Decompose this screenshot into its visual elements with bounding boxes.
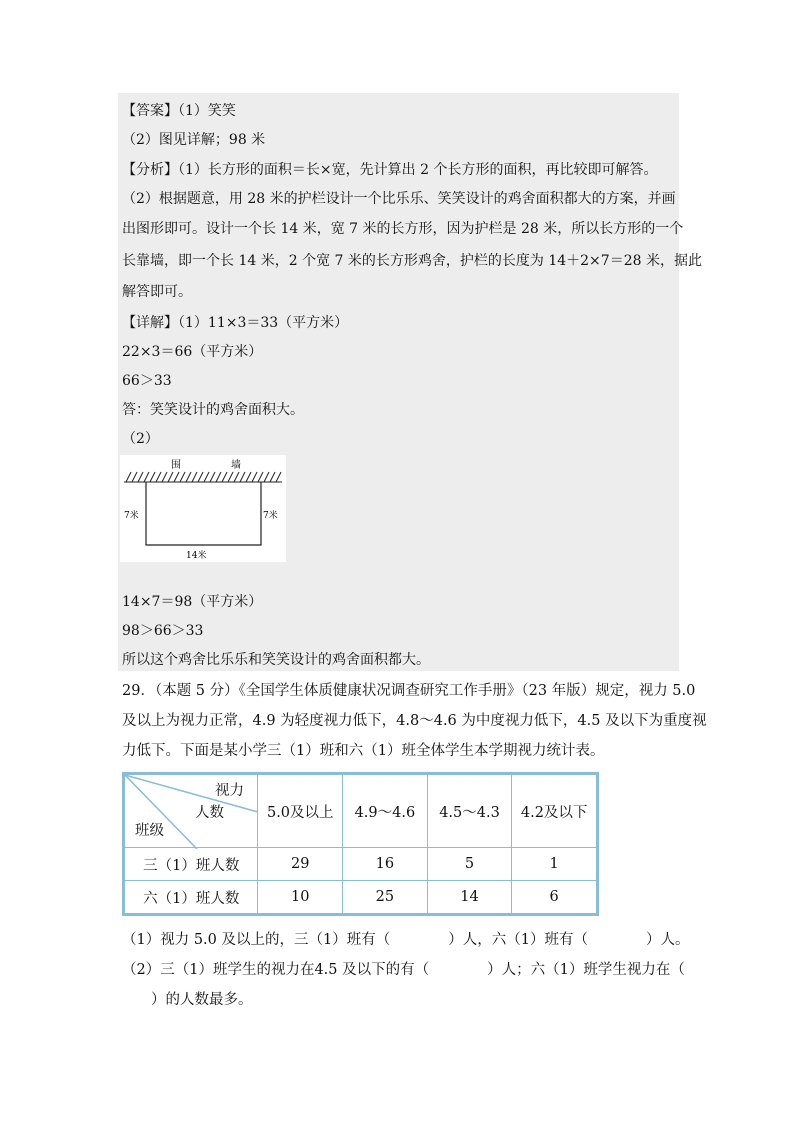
analysis-line: 【分析】（1）长方形的面积＝长×宽，先计算出 2 个长方形的面积，再比较即可解答。 [122,162,658,178]
table-cell: 5 [427,848,512,881]
wall-label: 墙 [231,460,241,471]
table-row [124,848,598,881]
coop-diagram-drawing [120,455,286,562]
row-label: 六（1）班人数 [124,881,258,915]
analysis-line: 出图形即可。设计一个长 14 米，宽 7 米的长方形，因为护栏是 28 米，所以长方形的一个 [122,221,684,237]
table-cell: 1 [512,848,598,881]
vision-table [122,772,599,916]
column-header: 4.9～4.6 [343,774,428,848]
coop-diagram [120,455,286,562]
conclusion-line: 所以这个鸡舍比乐乐和笑笑设计的鸡舍面积都大。 [122,652,430,668]
detail-line: （2） [122,431,159,447]
table-cell: 10 [258,881,343,915]
coop-rectangle [146,482,261,545]
detail-line: 答：笑笑设计的鸡舍面积大。 [122,402,304,418]
analysis-line: 长靠墙，即一个长 14 米，2 个宽 7 米的长方形鸡舍，护栏的长度为 14＋2×7＝28 米，据此 [122,253,702,269]
column-header: 5.0及以上 [258,774,343,848]
detail-line: 66＞33 [122,373,172,389]
column-header: 4.2及以下 [512,774,598,848]
corner-label-class: 班级 [135,823,164,839]
wall-hatching [126,472,281,482]
sub-question-line: （1）视力 5.0 及以上的，三（1）班有（ ）人，六（1）班有（ ）人。 [122,932,690,948]
analysis-line: 解答即可。 [122,284,192,300]
bottom-length-label: 14米 [186,551,207,561]
table-cell: 16 [343,848,428,881]
column-header: 4.5～4.3 [427,774,512,848]
corner-label-vision: 视力 [215,783,244,799]
question-line: 力低下。下面是某小学三（1）班和六（1）班全体学生本学期视力统计表。 [122,743,605,759]
row-label: 三（1）班人数 [124,848,258,881]
sub-question-line: ）的人数最多。 [122,992,253,1008]
answer-line: （2）图见详解；98 米 [122,132,266,148]
detail-line: 22×3＝66（平方米） [122,344,263,360]
detail-line: 【详解】（1）11×3＝33（平方米） [122,315,349,331]
answer-line: 【答案】（1）笑笑 [122,103,236,119]
analysis-line: （2）根据题意，用 28 米的护栏设计一个比乐乐、笑笑设计的鸡舍面积都大的方案，并画 [122,191,676,207]
detail-line: 98＞66＞33 [122,623,204,639]
table-cell: 14 [427,881,512,915]
left-width-label: 7米 [124,511,139,521]
table-header-row [124,774,598,848]
table-corner-cell [124,774,258,848]
table-cell: 29 [258,848,343,881]
table-cell: 6 [512,881,598,915]
wall-label: 围 [171,460,181,471]
question-line: 29．（本题 5 分）《全国学生体质健康状况调查研究工作手册》（23 年版）规定，视力 5.0 [122,683,696,699]
question-line: 及以上为视力正常，4.9 为轻度视力低下，4.8～4.6 为中度视力低下，4.5 及以下为重度视 [122,713,707,729]
corner-label-count: 人数 [195,805,224,821]
table-row [124,881,598,915]
table-cell: 25 [343,881,428,915]
sub-question-line: （2）三（1）班学生的视力在4.5 及以下的有（ ）人；六（1）班学生视力在（ [122,962,685,978]
detail-line: 14×7＝98（平方米） [122,594,263,610]
right-width-label: 7米 [263,511,278,521]
